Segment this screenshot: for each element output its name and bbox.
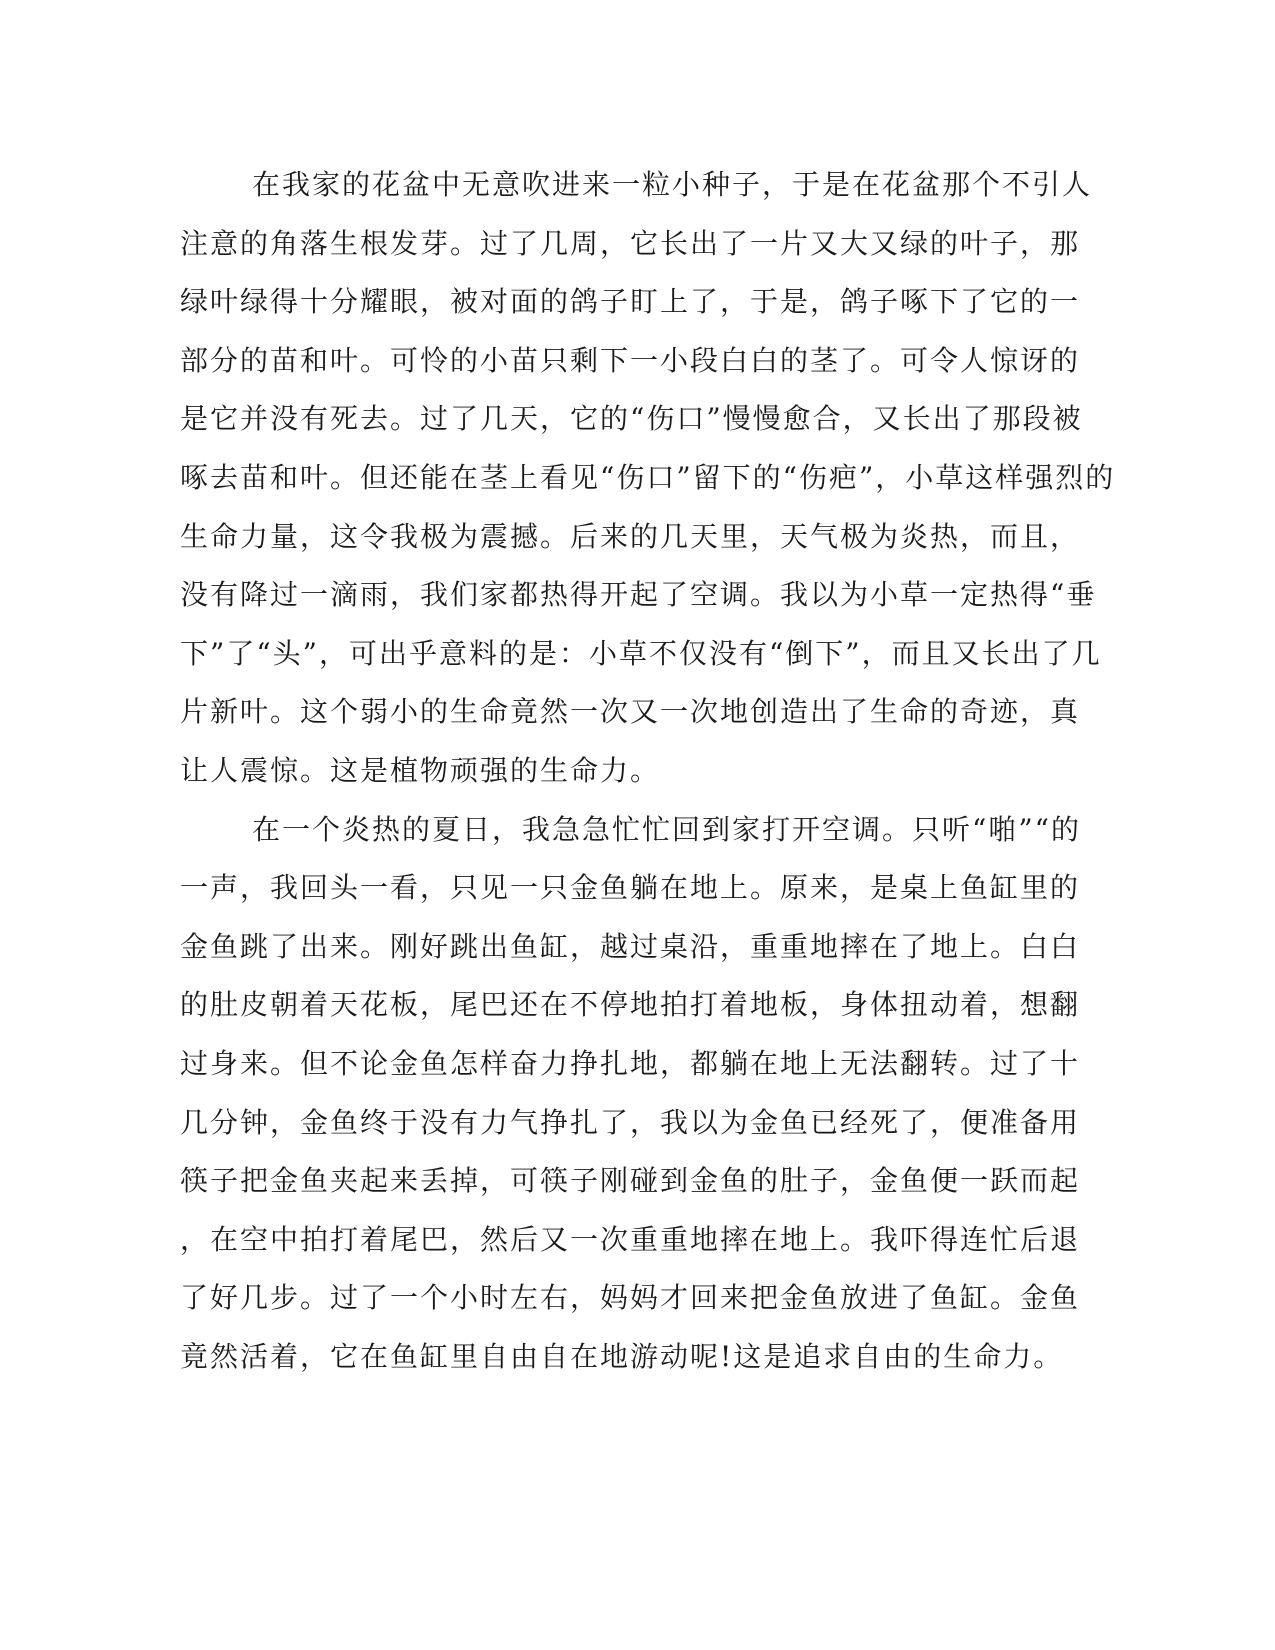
paragraph-line: 让人震惊。这是植物顽强的生命力。	[180, 753, 661, 787]
paragraph-line: 金鱼跳了出来。刚好跳出鱼缸，越过桌沿，重重地摔在了地上。白白	[180, 929, 1081, 963]
paragraph-line: 是它并没有死去。过了几天，它的“伤口”慢慢愈合，又长出了那段被	[180, 402, 1083, 436]
document-body	[180, 156, 1116, 1386]
paragraph-line: 竟然活着，它在鱼缸里自由自在地游动呢!这是追求自由的生命力。	[180, 1339, 1064, 1373]
paragraph-line: 下”了“头”，可出乎意料的是：小草不仅没有“倒下”，而且又长出了几	[180, 636, 1102, 670]
paragraph-line: 啄去苗和叶。但还能在茎上看见“伤口”留下的“伤疤”，小草这样强烈的	[180, 460, 1116, 494]
paragraph-line: 片新叶。这个弱小的生命竟然一次又一次地创造出了生命的奇迹，真	[180, 695, 1081, 729]
paragraph-line: 没有降过一滴雨，我们家都热得开起了空调。我以为小草一定热得“垂	[180, 578, 1097, 612]
paragraph-line: 的肚皮朝着天花板，尾巴还在不停地拍打着地板，身体扭动着，想翻	[180, 988, 1081, 1022]
paragraph-line: 了好几步。过了一个小时左右，妈妈才回来把金鱼放进了鱼缸。金鱼	[180, 1281, 1081, 1315]
paragraph-line: 在一个炎热的夏日，我急急忙忙回到家打开空调。只听“啪”“的	[252, 812, 1081, 846]
paragraph-line: 几分钟，金鱼终于没有力气挣扎了，我以为金鱼已经死了，便准备用	[180, 1105, 1081, 1139]
paragraph-line: 在我家的花盆中无意吹进来一粒小种子，于是在花盆那个不引人	[252, 168, 1093, 201]
paragraph-1	[180, 156, 1116, 801]
paragraph-line: 生命力量，这令我极为震撼。后来的几天里，天气极为炎热，而且，	[180, 519, 1081, 553]
paragraph-line: 一声，我回头一看，只见一只金鱼躺在地上。原来，是桌上鱼缸里的	[180, 871, 1081, 905]
paragraph-2	[180, 801, 1081, 1387]
paragraph-line: 绿叶绿得十分耀眼，被对面的鸽子盯上了，于是，鸽子啄下了它的一	[180, 285, 1081, 319]
paragraph-line: 筷子把金鱼夹起来丢掉，可筷子刚碰到金鱼的肚子，金鱼便一跃而起	[180, 1164, 1081, 1198]
paragraph-line: 部分的苗和叶。可怜的小苗只剩下一小段白白的茎了。可令人惊讶的	[180, 343, 1081, 377]
paragraph-line: 注意的角落生根发芽。过了几周，它长出了一片又大又绿的叶子，那	[180, 226, 1081, 260]
paragraph-line: ，在空中拍打着尾巴，然后又一次重重地摔在地上。我吓得连忙后退	[180, 1222, 1081, 1256]
paragraph-line: 过身来。但不论金鱼怎样奋力挣扎地，都躺在地上无法翻转。过了十	[180, 1046, 1081, 1080]
